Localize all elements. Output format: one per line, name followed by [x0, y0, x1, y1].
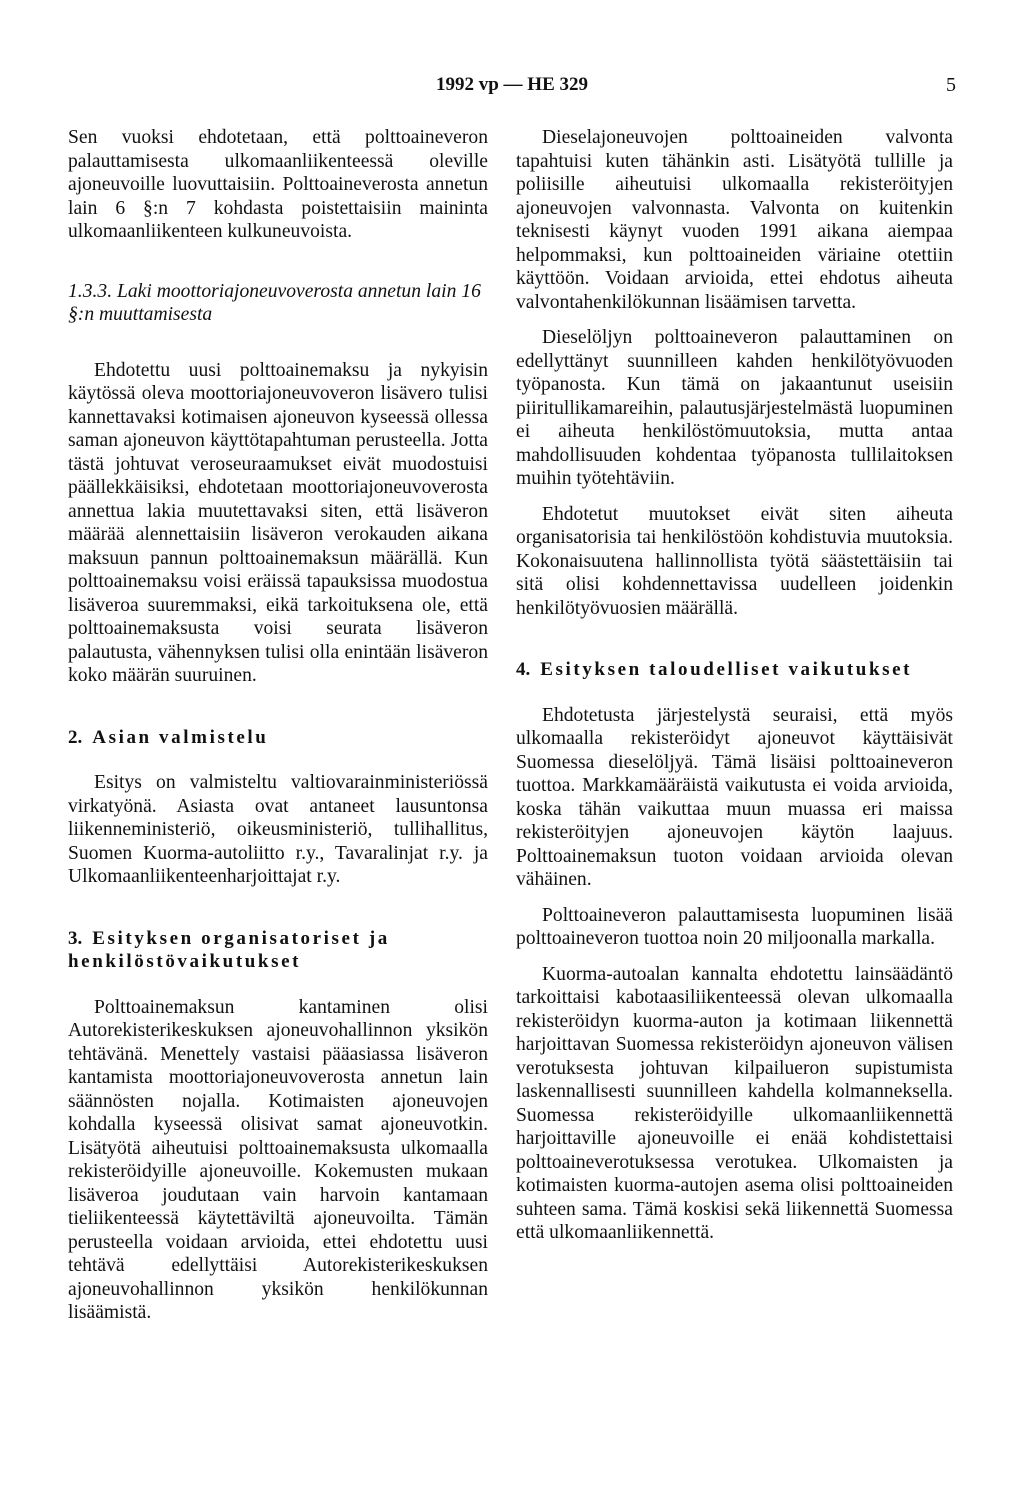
- section-number: 3.: [68, 927, 83, 949]
- paragraph: Dieselöljyn polttoaineveron palauttaminen on edellyttänyt suunnilleen kahden henkilötyövuoden työpanosta. Kun tämä on jakaantunut useisiin piiritullikamareihin, palautusjärjestelmästä luopuminen ei aiheuta henkilöstömuutoksia, mutta antaa mahdollisuuden kohdentaa työpanosta tullilaitoksen muihin työtehtäviin.: [516, 327, 953, 489]
- section-number: 2.: [68, 726, 83, 748]
- page-number: 5: [946, 74, 956, 96]
- section-heading-2: [68, 726, 488, 750]
- paragraph: Sen vuoksi ehdotetaan, että polttoaineveron palauttamisesta ulkomaanliikenteessä oleville ajoneuvoille luovuttaisiin. Polttoaineverosta annetun lain 6 §:n 7 kohdasta poistettaisiin maininta ulkomaanliikenteen kulkuneuvoista.: [68, 127, 488, 242]
- paragraph: Esitys on valmisteltu valtiovarainministeriössä virkatyönä. Asiasta ovat antaneet lausuntonsa liikenneministeriö, oikeusministeriö, tullihallitus, Suomen Kuorma-autoliitto r.y., Tavaralinjat r.y. ja Ulkomaanliikenteenharjoittajat r.y.: [68, 772, 488, 887]
- right-column: [516, 126, 953, 1257]
- section-title: Asian valmistelu: [92, 726, 269, 748]
- paragraph: Polttoaineveron palauttamisesta luopuminen lisää polttoaineveron tuottoa noin 20 miljoonalla markalla.: [516, 904, 953, 949]
- paragraph: Ehdotetusta järjestelystä seuraisi, että myös ulkomaalla rekisteröidyt ajoneuvot käyttäisivät Suomessa dieselöljyä. Tämä lisäisi polttoaineveron tuottoa. Markkamääräistä vaikutusta ei voida arvioida, koska tähän vaikuttaa muun muassa eri maissa rekisteröityjen ajoneuvojen käytön laajuus. Polttoainemaksun tuoton voidaan arvioida olevan vähäinen.: [516, 704, 953, 890]
- paragraph: Ehdotetut muutokset eivät siten aiheuta organisatorisia tai henkilöstöön kohdistuvia muutoksia. Kokonaisuutena hallinnollista työtä säästettäisiin tai sitä olisi kohdennettavissa uudelleen joidenkin henkilötyövuosien määrällä.: [516, 503, 953, 619]
- left-column: [68, 126, 488, 1337]
- section-title: Esityksen organisatoriset ja henkilöstövaikutukset: [68, 927, 390, 972]
- section-number: 4.: [516, 659, 531, 680]
- subsection-heading-1-3-3: 1.3.3. Laki moottoriajoneuvoverosta annetun lain 16 §:n muuttamisesta: [68, 280, 481, 325]
- paragraph: Ehdotettu uusi polttoainemaksu ja nykyisin käytössä oleva moottoriajoneuvoveron lisävero tulisi kannettavaksi kotimaisen ajoneuvon kyseessä ollessa saman ajoneuvon käyttötapahtuman perusteella. Jotta tästä johtuvat veroseuraamukset eivät muodostuisi päällekkäisiksi, ehdotetaan moottoriajoneuvoverosta annettua lakia muutettavaksi siten, että lisäveron määrää alennettaisiin lisäveron verokauden aikana maksuun pannun polttoainemaksun määrällä. Kun polttoainemaksu voisi eräissä tapauksissa muodostua lisäveroa suuremmaksi, eikä tarkoituksena ole, että polttoainemaksusta voisi seurata lisäveron palautusta, vähennyksen tulisi olla enintään lisäveron koko määrän suuruinen.: [68, 359, 488, 686]
- section-title: Esityksen taloudelliset vaikutukset: [540, 659, 913, 680]
- section-heading-4: [516, 658, 953, 682]
- paragraph: Dieselajoneuvojen polttoaineiden valvonta tapahtuisi kuten tähänkin asti. Lisätyötä tullille ja poliisille aiheutuisi ulkomaalla rekisteröityjen ajoneuvojen valvonnasta. Valvonta on kuitenkin teknisesti käynyt vuoden 1991 aikana aiempaa helpommaksi, kun polttoaineiden väriaine otettiin käyttöön. Voidaan arvioida, ettei ehdotus aiheuta valvontahenkilökunnan lisäämisen tarvetta.: [516, 127, 953, 313]
- running-header: [0, 74, 1024, 104]
- paragraph: Kuorma-autoalan kannalta ehdotettu lainsäädäntö tarkoittaisi kabotaasiliikenteessä olevan ulkomaalla rekisteröidyn kuorma-auton ja kotimaan liikennettä harjoittavan Suomessa rekisteröidyn ajoneuvon välisen verotuksesta johtuvan kilpailueron supistumista laskennallisesti suunnilleen kahdella kolmanneksella. Suomessa rekisteröidyille ulkomaanliikennettä harjoittaville ajoneuvoille ei enää kohdistettaisi polttoaineverotuksessa verotukea. Ulkomaisten ja kotimaisten kuorma-autojen asema olisi polttoaineiden suhteen sama. Tämä koskisi sekä liikennettä Suomessa että ulkomaanliikennettä.: [516, 963, 953, 1243]
- section-heading-3: [68, 927, 488, 974]
- paragraph: Polttoainemaksun kantaminen olisi Autorekisterikeskuksen ajoneuvohallinnon yksikön tehtävänä. Menettely vastaisi pääasiassa lisäveron kantamista moottoriajoneuvoverosta annetun lain säännösten nojalla. Kotimaisten ajoneuvojen kohdalla kyseessä olisivat samat ajoneuvotkin. Lisätyötä aiheutuisi polttoainemaksusta ulkomaalla rekisteröidyille ajoneuvoille. Kokemusten mukaan lisäveroa joudutaan vain harvoin kantamaan tieliikenteessä käytettäviltä ajoneuvoilta. Tämän perusteella voidaan arvioida, ettei ehdotettu uusi tehtävä edellyttäisi Autorekisterikeskuksen ajoneuvohallinnon yksikön henkilökunnan lisäämistä.: [68, 996, 488, 1323]
- running-title: 1992 vp — HE 329: [435, 74, 589, 95]
